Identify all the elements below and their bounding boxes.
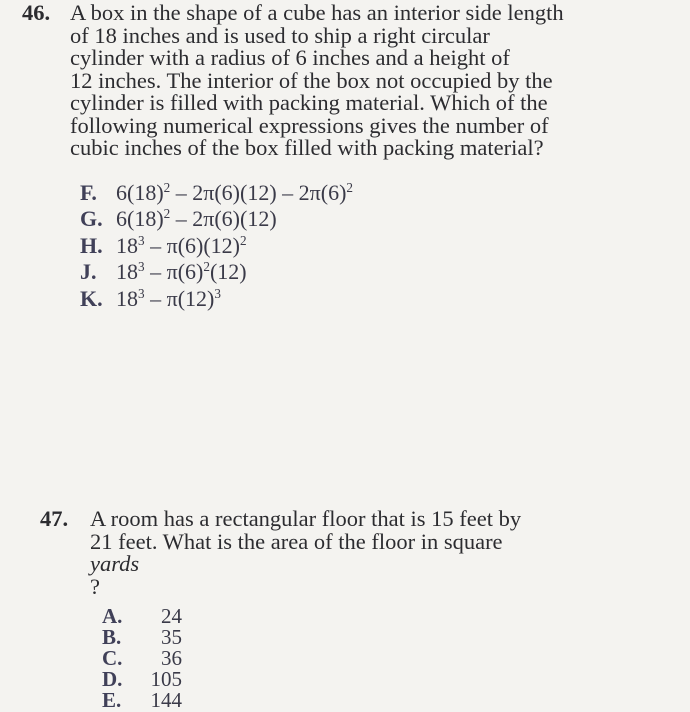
answer-options — [80, 180, 662, 313]
option-letter: G. — [80, 206, 103, 231]
stem-line: 12 inches. The interior of the box not occupied by the — [70, 67, 553, 93]
option-letter: E. — [102, 688, 122, 712]
option-letter: F. — [80, 179, 97, 205]
option-expression: $18^3 - \pi(12)^3$ — [116, 285, 221, 311]
question-stem — [90, 508, 521, 598]
stem-line: cylinder with a radius of 6 inches and a height of — [70, 45, 510, 70]
option-letter: D. — [102, 667, 123, 691]
option-letter: C. — [102, 646, 123, 670]
stem-line: of 18 inches and is used to ship a right circular — [70, 22, 490, 48]
stem-line: cylinder is filled with packing material. Which of the — [70, 90, 548, 115]
question-47 — [40, 508, 660, 711]
option-j[interactable] — [80, 259, 662, 286]
question-46-header — [22, 2, 662, 160]
answer-options — [102, 606, 660, 711]
question-46 — [22, 2, 662, 312]
option-value: 35 — [161, 625, 182, 649]
option-value: 36 — [161, 646, 182, 670]
option-letter: H. — [80, 232, 103, 258]
stem-line: cubic inches of the box filled with packing material? — [70, 135, 544, 160]
option-value: 24 — [161, 604, 182, 628]
option-letter: A. — [102, 604, 123, 628]
option-expression: $6(18)^2 - 2\pi(6)(12) - 2\pi(6)^2$ — [116, 179, 354, 205]
stem-line: 21 feet. What is the area of the floor in square yards ? — [90, 528, 503, 599]
question-number: 47. — [40, 506, 69, 531]
option-expression: $6(18)^2 - 2\pi(6)(12)$ — [116, 206, 277, 231]
option-h[interactable] — [80, 233, 662, 260]
option-g[interactable] — [80, 206, 662, 233]
stem-line: A room has a rectangular floor that is 15 feet by — [90, 506, 522, 531]
option-k[interactable] — [80, 286, 662, 313]
option-c[interactable] — [102, 648, 660, 669]
option-value: 105 — [150, 667, 182, 691]
option-f[interactable] — [80, 180, 662, 207]
option-letter: B. — [102, 625, 122, 649]
question-47-header — [40, 508, 660, 598]
option-letter: J. — [80, 259, 97, 284]
option-value: 144 — [150, 688, 182, 712]
option-expression: $18^3 - \pi(6)^2(12)$ — [116, 259, 247, 284]
question-number: 46. — [22, 0, 51, 25]
option-expression: $18^3 - \pi(6)(12)^2$ — [116, 232, 247, 258]
option-a[interactable] — [102, 606, 660, 627]
option-d[interactable] — [102, 669, 660, 690]
option-e[interactable] — [102, 690, 660, 711]
option-b[interactable] — [102, 627, 660, 648]
question-stem — [70, 2, 564, 160]
stem-line: A box in the shape of a cube has an interior side length — [70, 0, 564, 25]
option-letter: K. — [80, 285, 103, 311]
stem-line: following numerical expressions gives the number of — [70, 112, 549, 138]
